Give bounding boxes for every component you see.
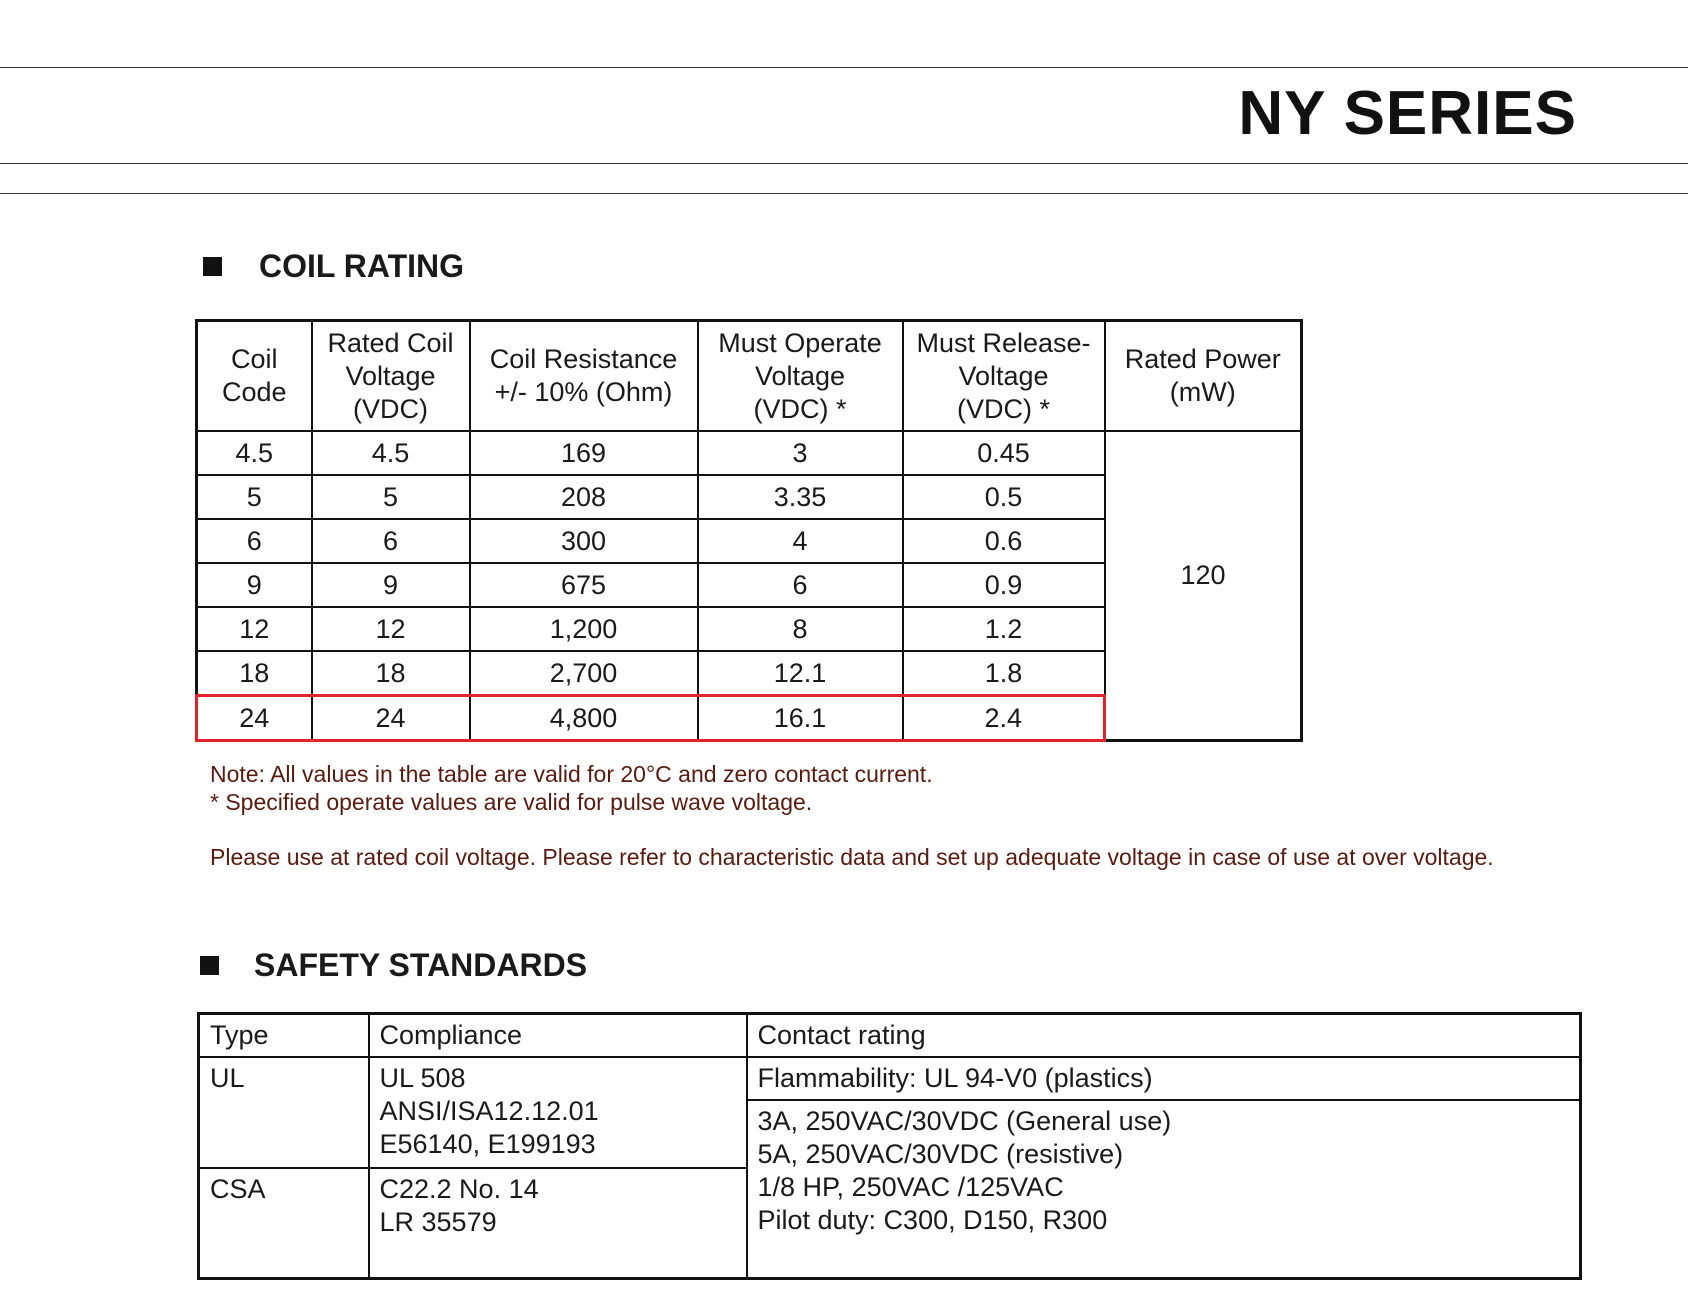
- table-cell: 1,200: [470, 607, 698, 651]
- compliance-cell: UL 508 ANSI/ISA12.12.01 E56140, E199193: [369, 1057, 747, 1168]
- table-cell: 1.2: [903, 607, 1105, 651]
- table-header-row: [199, 1014, 1581, 1058]
- bullet-square-icon: [200, 956, 219, 975]
- col-header: Coil Resistance +/- 10% (Ohm): [470, 321, 698, 432]
- compliance-cell: C22.2 No. 14 LR 35579: [369, 1168, 747, 1279]
- table-cell: 4,800: [470, 696, 698, 741]
- table-cell: 6: [698, 563, 903, 607]
- table-cell: 9: [197, 563, 312, 607]
- safety-standards-heading: [200, 947, 587, 984]
- table-row: [197, 431, 1302, 475]
- note-line: Note: All values in the table are valid for 20°C and zero contact current.: [210, 761, 933, 787]
- col-header: Rated Power (mW): [1105, 321, 1302, 432]
- coil-rating-heading: [203, 248, 464, 285]
- table-cell: 3: [698, 431, 903, 475]
- table-cell: 5: [197, 475, 312, 519]
- top-rule: [0, 67, 1688, 68]
- col-header: Coil Code: [197, 321, 312, 432]
- col-header: Contact rating: [747, 1014, 1581, 1058]
- series-title: NY SERIES: [1238, 79, 1577, 148]
- table-row: [199, 1057, 1581, 1100]
- table-cell: 0.45: [903, 431, 1105, 475]
- table-cell: 208: [470, 475, 698, 519]
- col-header: Type: [199, 1014, 369, 1058]
- table-cell: 0.6: [903, 519, 1105, 563]
- coil-rating-notes: [210, 760, 1494, 871]
- col-header: Must Release- Voltage (VDC) *: [903, 321, 1105, 432]
- table-cell: 8: [698, 607, 903, 651]
- table-cell: 24: [312, 696, 470, 741]
- col-header: Rated Coil Voltage (VDC): [312, 321, 470, 432]
- table-cell: 169: [470, 431, 698, 475]
- safety-standards-table: [197, 1012, 1582, 1280]
- note-line: * Specified operate values are valid for pulse wave voltage.: [210, 789, 813, 815]
- table-cell: 1.8: [903, 651, 1105, 696]
- table-cell: 4: [698, 519, 903, 563]
- type-cell: UL: [199, 1057, 369, 1168]
- table-cell: 18: [197, 651, 312, 696]
- table-cell: 18: [312, 651, 470, 696]
- safety-standards-title: SAFETY STANDARDS: [254, 947, 588, 983]
- table-cell: 4.5: [197, 431, 312, 475]
- header-rule-lower: [0, 193, 1688, 194]
- table-cell: 9: [312, 563, 470, 607]
- flammability-cell: Flammability: UL 94-V0 (plastics): [747, 1057, 1581, 1100]
- note-line: Please use at rated coil voltage. Please refer to characteristic data and set up adequate voltage in case of use at over voltage.: [210, 844, 1494, 870]
- coil-rating-table: [195, 319, 1303, 742]
- table-cell: 2,700: [470, 651, 698, 696]
- contact-rating-cell: 3A, 250VAC/30VDC (General use) 5A, 250VAC/30VDC (resistive) 1/8 HP, 250VAC /125VAC Pilot duty: C300, D150, R300: [747, 1100, 1581, 1279]
- header-rule-upper: [0, 163, 1688, 164]
- table-cell: 12: [312, 607, 470, 651]
- table-cell: 675: [470, 563, 698, 607]
- table-cell: 0.9: [903, 563, 1105, 607]
- table-cell: 16.1: [698, 696, 903, 741]
- table-cell: 12: [197, 607, 312, 651]
- table-cell: 0.5: [903, 475, 1105, 519]
- rated-power-cell: 120: [1105, 431, 1302, 741]
- table-cell: 5: [312, 475, 470, 519]
- table-header-row: [197, 321, 1302, 432]
- table-cell: 2.4: [903, 696, 1105, 741]
- col-header: Must Operate Voltage (VDC) *: [698, 321, 903, 432]
- table-cell: 6: [197, 519, 312, 563]
- table-cell: 300: [470, 519, 698, 563]
- col-header: Compliance: [369, 1014, 747, 1058]
- table-cell: 12.1: [698, 651, 903, 696]
- table-cell: 3.35: [698, 475, 903, 519]
- coil-rating-title: COIL RATING: [259, 248, 465, 284]
- table-cell: 4.5: [312, 431, 470, 475]
- type-cell: CSA: [199, 1168, 369, 1279]
- table-cell: 6: [312, 519, 470, 563]
- table-cell: 24: [197, 696, 312, 741]
- bullet-square-icon: [203, 257, 222, 276]
